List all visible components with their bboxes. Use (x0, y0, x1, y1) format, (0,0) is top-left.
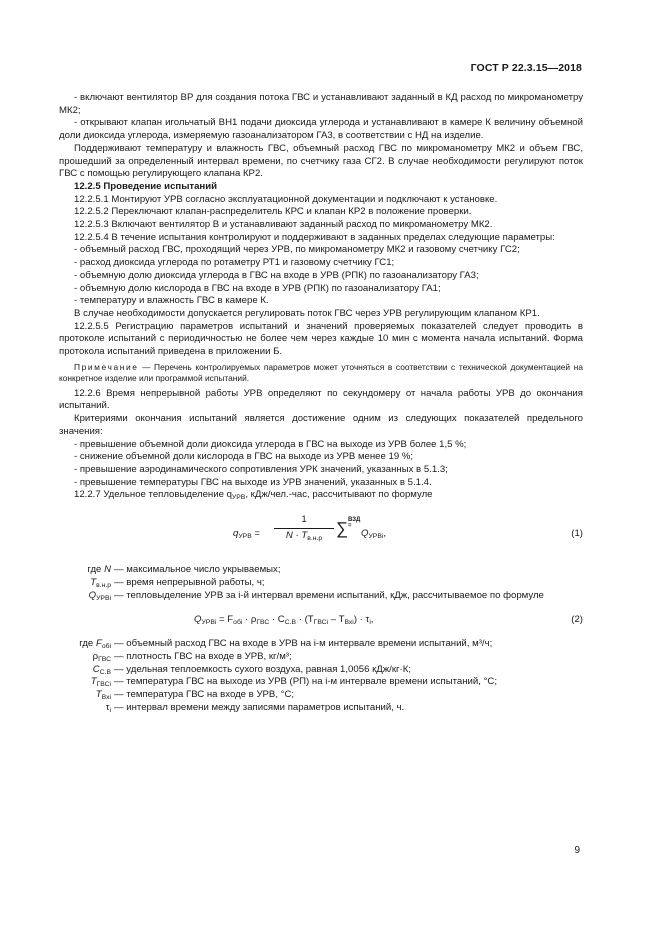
definitions-2 (59, 638, 583, 714)
formula-term: $Q_{УРВi}$, (361, 528, 387, 541)
note (59, 362, 583, 385)
step-item: 12.2.5.2 Переключают клапан-распределитель КРС и клапан КР2 в положение проверки. (74, 206, 472, 218)
definition-row: $Q_{УРВi}$ — тепловыделение УРВ за i-й интервал времени испытаний, кДж, рассчитываемое по формуле (88, 589, 544, 602)
formula-1 (59, 514, 583, 554)
paragraph: Поддерживают температуру и влажность ГВС, объемный расход ГВС по микроманометру МК2 и объем ГВС, прошедший за определенный интервал времени, по счетчику газа СГ2. В случае необходимости регулируют поток ГВС с помощью регулирующего клапана КР2. (59, 142, 583, 180)
criteria-item: - превышение температуры ГВС на выходе из УРВ значений, указанных в 5.1.4. (74, 476, 432, 488)
definition-row: где N — максимальное число укрываемых; (87, 564, 281, 576)
criteria-item: - снижение объемной доли кислорода в ГВС на выходе из УРВ менее 19 %; (74, 451, 414, 463)
param-item: - объемную долю кислорода в ГВС на входе в УРВ (РПК) по газоанализатору ГА1; (74, 282, 441, 294)
definition-row: $T_{в.н.р}$ — время непрерывной работы, ч; (90, 576, 265, 589)
document-body (59, 92, 583, 714)
formula-fraction: 1 $N \cdot T_{в.н.р}$ (274, 514, 334, 542)
note-text: — Перечень контролируемых параметров может уточняться в соответствии с технической документацией на конкретное изделие или программой испытаний. (59, 361, 583, 384)
formula-number: (1) (571, 528, 583, 540)
param-item: - объемный расход ГВС, проходящий через УРВ, по микроманометру МК2 и газовому счетчику ГС2; (74, 244, 520, 256)
criteria-intro: Критериями окончания испытаний является достижение одним из следующих показателей предельного значения: (59, 413, 583, 437)
step-item: 12.2.7 Удельное тепловыделение $q_{УРВ}$, кДж/чел.-час, рассчитывают по формуле (74, 489, 433, 502)
definition-row: $C_{С.В}$ — удельная теплоемкость сухого воздуха, равная 1,0056 кДж/кг·К; (92, 663, 411, 676)
standard-header: ГОСТ Р 22.3.15—2018 (470, 62, 582, 74)
definition-row: $T_{ГВСi}$ — температура ГВС на выходе из УРВ (РП) на i-м интервале времени испытаний, °С; (90, 676, 497, 689)
paragraph: - открывают клапан игольчатый ВН1 подачи диоксида углерода и устанавливают в камере К величину объемной доли диоксида углерода, измеряемую газоанализатором ГА3, в соответствии с НД на изделие. (59, 117, 583, 142)
param-item: - температуру и влажность ГВС в камере К. (74, 295, 269, 307)
definitions-1 (59, 564, 583, 602)
formula-number: (2) (571, 614, 583, 626)
definition-row: $\tau_i$ — интервал времени между записями параметров испытаний, ч. (105, 701, 405, 714)
sum-limits: ВЗД = (348, 517, 361, 530)
formula-2 (59, 610, 583, 632)
criteria-item: - превышение аэродинамического сопротивления УРК значений, указанных в 5.1.3; (74, 463, 448, 475)
paragraph: - включают вентилятор ВР для создания потока ГВС и устанавливают заданный в КД расход по микроманометру МК2; (59, 92, 583, 116)
step-item: 12.2.5.3 Включают вентилятор В и устанавливают заданный расход по микроманометру МК2. (74, 219, 493, 231)
param-item: - расход диоксида углерода по ротаметру РТ1 и газовому счетчику ГС1; (74, 257, 395, 269)
param-item: - объемную долю диоксида углерода в ГВС на входе в УРВ (РПК) по газоанализатору ГА3; (74, 269, 479, 281)
step-item: 12.2.5.4 В течение испытания контролируют и поддерживают в заданных пределах следующие параметры: (74, 231, 555, 243)
step-item: 12.2.5.5 Регистрацию параметров испытаний и значений проверяемых показателей следует проводить в протоколе испытаний с периодичностью не более чем через каждые 10 мин с момента начала испытаний. Форма протокола испытаний приведена в приложении Б. (59, 320, 583, 358)
definition-row: $\rho_{ГВС}$ — плотность ГВС на входе в УРВ, кг/м³; (92, 650, 292, 663)
formula-expression: $Q_{УРВi} = F_{обi} \cdot \rho_{ГВС} \cdot C_{С.В} \cdot (T_{ГВСi} - T_{Вхi}) \cdot \tau_i$, (194, 614, 374, 627)
section-title: 12.2.5 Проведение испытаний (74, 180, 218, 192)
regulation-text: В случае необходимости допускается регулировать поток ГВС через УРВ регулирующим клапаном КР1. (74, 307, 540, 319)
note-label: Примечание (74, 361, 139, 372)
definition-row: $T_{Вхi}$ — температура ГВС на входе в УРВ, °С; (95, 689, 295, 702)
formula-lhs: $q_{УРВ}$ = (233, 528, 261, 541)
definition-row: где $F_{обi}$ — объемный расход ГВС на входе в УРВ на i-м интервале времени испытаний, м³/ч; (79, 638, 493, 651)
step-item: 12.2.5.1 Монтируют УРВ согласно эксплуатационной документации и подключают к установке. (74, 193, 498, 205)
page-number: 9 (574, 845, 580, 856)
step-item: 12.2.6 Время непрерывной работы УРВ определяют по секундомеру от начала работы УРВ до окончания испытаний. (59, 387, 583, 412)
criteria-item: - превышение объемной доли диоксида углерода в ГВС на выходе из УРВ более 1,5 %; (74, 438, 467, 450)
sum-symbol: ∑ (336, 519, 349, 539)
